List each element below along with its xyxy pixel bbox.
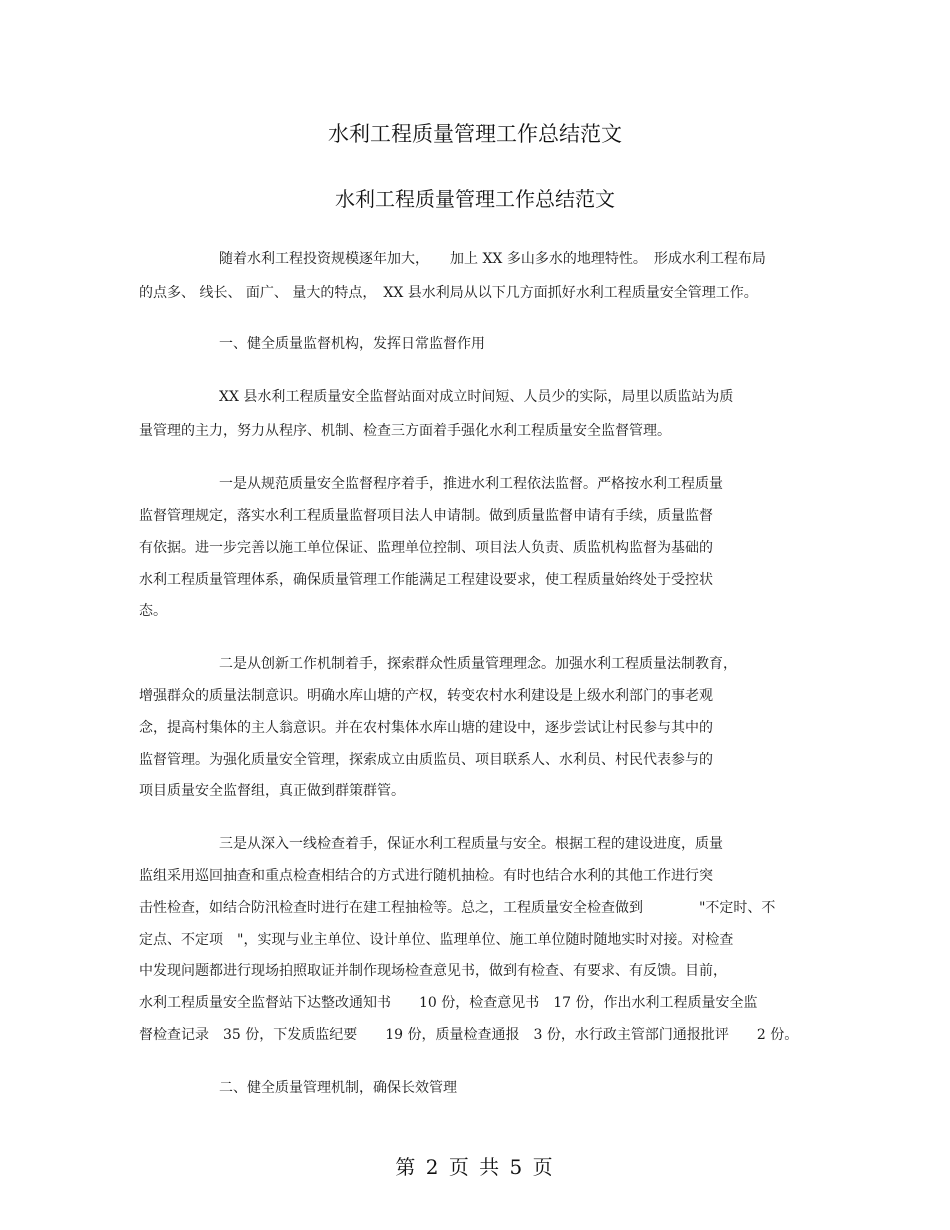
paragraph-line: XX 县水利工程质量安全监督站面对成立时间短、人员少的实际，局里以质监站为质: [219, 389, 734, 405]
paragraph-line: 击性检查，如结合防汛检查时进行在建工程抽检等。总之，工程质量安全检查做到 "不定时、不: [139, 900, 776, 916]
paragraph-line: 水利工程质量安全监督站下达整改通知书 10 份，检查意见书 17 份，作出水利工程质量安全监: [139, 995, 758, 1011]
paragraph-line: 定点、不定项 "，实现与业主单位、设计单位、监理单位、施工单位随时随地实时对接。对检查: [139, 932, 734, 948]
document-subtitle: 水利工程质量管理工作总结范文: [335, 187, 615, 211]
section-heading: 二、健全质量管理机制，确保长效管理: [219, 1080, 457, 1096]
paragraph-line: 中发现问题都进行现场拍照取证并制作现场检查意见书，做到有检查、有要求、有反馈。目前，: [139, 963, 727, 979]
paragraph-line: 水利工程质量管理体系，确保质量管理工作能满足工程建设要求，使工程质量始终处于受控状: [139, 572, 713, 588]
paragraph-line: 态。: [139, 603, 167, 619]
paragraph-line: 项目质量安全监督组，真正做到群策群管。: [139, 783, 405, 799]
document-title: 水利工程质量管理工作总结范文: [328, 122, 622, 146]
paragraph-line: 一是从规范质量安全监督程序着手，推进水利工程依法监督。严格按水利工程质量: [219, 476, 723, 492]
paragraph-line: 随着水利工程投资规模逐年加大， 加上 XX 多山多水的地理特性。 形成水利工程布局: [219, 251, 766, 267]
section-heading: 一、健全质量监督机构，发挥日常监督作用: [219, 336, 485, 352]
paragraph-line: 增强群众的质量法制意识。明确水库山塘的产权，转变农村水利建设是上级水利部门的事老观: [139, 688, 713, 704]
page-number-footer: 第 2 页 共 5 页: [395, 1155, 555, 1179]
paragraph-line: 二是从创新工作机制着手，探索群众性质量管理理念。加强水利工程质量法制教育，: [219, 656, 737, 672]
paragraph-line: 督检查记录 35 份，下发质监纪要 19 份，质量检查通报 3 份，水行政主管部门通报批评 2 份。: [139, 1027, 799, 1043]
paragraph-line: 量管理的主力，努力从程序、机制、检查三方面着手强化水利工程质量安全监督管理。: [139, 423, 671, 439]
paragraph-line: 念，提高村集体的主人翁意识。并在农村集体水库山塘的建设中，逐步尝试让村民参与其中的: [139, 720, 713, 736]
paragraph-line: 监督管理。为强化质量安全管理，探索成立由质监员、项目联系人、水利员、村民代表参与的: [139, 752, 713, 768]
paragraph-line: 监组采用巡回抽查和重点检查相结合的方式进行随机抽检。有时也结合水利的其他工作进行突: [139, 868, 713, 884]
paragraph-line: 三是从深入一线检查着手，保证水利工程质量与安全。根据工程的建设进度，质量: [219, 836, 723, 852]
paragraph-line: 的点多、 线长、 面广、 量大的特点， XX 县水利局从以下几方面抓好水利工程质量安全管理工作。: [139, 285, 758, 301]
paragraph-line: 监督管理规定，落实水利工程质量监督项目法人申请制。做到质量监督申请有手续，质量监督: [139, 508, 713, 524]
paragraph-line: 有依据。进一步完善以施工单位保证、监理单位控制、项目法人负责、质监机构监督为基础的: [139, 540, 713, 556]
